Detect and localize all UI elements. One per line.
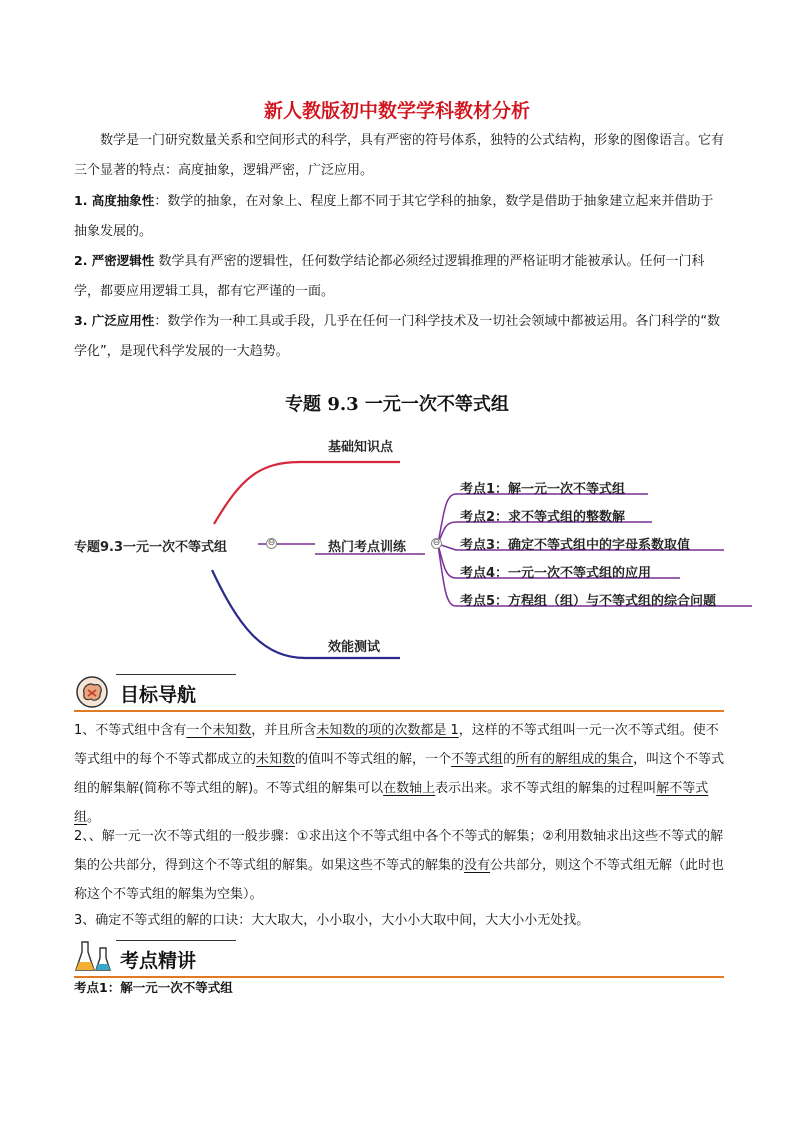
collapse-icon[interactable]: ⊖ [432,538,441,548]
section-title: 目标导航 [120,684,197,706]
goal-item-3: 3、确定不等式组的解的口诀：大大取大，小小取小，大小小大取中间，大大小小无处找。 [74,913,590,928]
point-2-label: 2. 严密逻辑性 [74,253,155,268]
intro-paragraph: 数学是一门研究数量关系和空间形式的科学，具有严密的符号体系，独特的公式结构，形象的图像语言。它有三个显著的特点：高度抽象，逻辑严密，广泛应用。 [74,133,725,178]
branch-test: 效能测试 [328,640,381,655]
section-header-goals [74,672,724,712]
point-2 [74,246,724,307]
mindmap-root: 专题9.3一元一次不等式组 [74,540,228,555]
topic-title: 专题 9.3 一元一次不等式组 [285,394,509,415]
section-header-exam-points [74,938,724,978]
leaf-5: 考点5：方程组（组）与不等式组的综合问题 [460,594,717,609]
leaf-2: 考点2：求不等式组的整数解 [460,510,626,525]
leaf-3: 考点3：确定不等式组中的字母系数取值 [460,538,691,553]
leaf-4: 考点4：一元一次不等式组的应用 [460,566,652,581]
collapse-icon[interactable]: ⊖ [267,538,276,548]
point-1-label: 1. 高度抽象性 [74,193,155,208]
point-3 [74,306,724,367]
point-3-label: 3. 广泛应用性 [74,313,155,328]
leaf-1: 考点1：解一元一次不等式组 [460,482,626,497]
point-2-text: 数学具有严密的逻辑性，任何数学结论都必须经过逻辑推理的严格证明才能被承认。任何一门科学，都要应用逻辑工具，都有它严谨的一面。 [74,254,705,299]
goal-item-1: 1、不等式组中含有一个未知数，并且所含未知数的项的次数都是 1，这样的不等式组叫一元一次不等式组。使不等式组中的每个不等式都成立的未知数的值叫不等式组的解，一个不等式组的所有的解组成的集合，叫这个不等式组的解集解(简称不等式组的解)。不等式组的解集可以在数轴上表示出来。求不等式组的解集的过程叫解不等式组。 [74,723,725,825]
point-1-text: ：数学的抽象，在对象上、程度上都不同于其它学科的抽象，数学是借助于抽象建立起来并借助于抽象发展的。 [74,194,714,239]
section-title: 考点精讲 [120,950,197,972]
point-1 [74,186,724,247]
point-3-text: ：数学作为一种工具或手段，几乎在任何一门科学技术及一切社会领域中都被运用。各门科学的“数学化”，是现代科学发展的一大趋势。 [74,314,721,359]
flask-icon [74,938,114,976]
brain-icon [74,674,110,710]
exam-point-1-heading: 考点1：解一元一次不等式组 [74,980,233,995]
goal-item-2: 2、、解一元一次不等式组的一般步骤：①求出这个不等式组中各个不等式的解集；②利用数轴求出这些不等式的解集的公共部分，得到这个不等式组的解集。如果这些不等式的解集的没有公共部分，则这个不等式组无解（此时也称这个不等式组的解集为空集）。 [74,829,725,902]
document-title: 新人教版初中数学学科教材分析 [263,100,530,122]
branch-hot-topics: 热门考点训练 [328,540,407,555]
branch-basics: 基础知识点 [328,440,394,455]
